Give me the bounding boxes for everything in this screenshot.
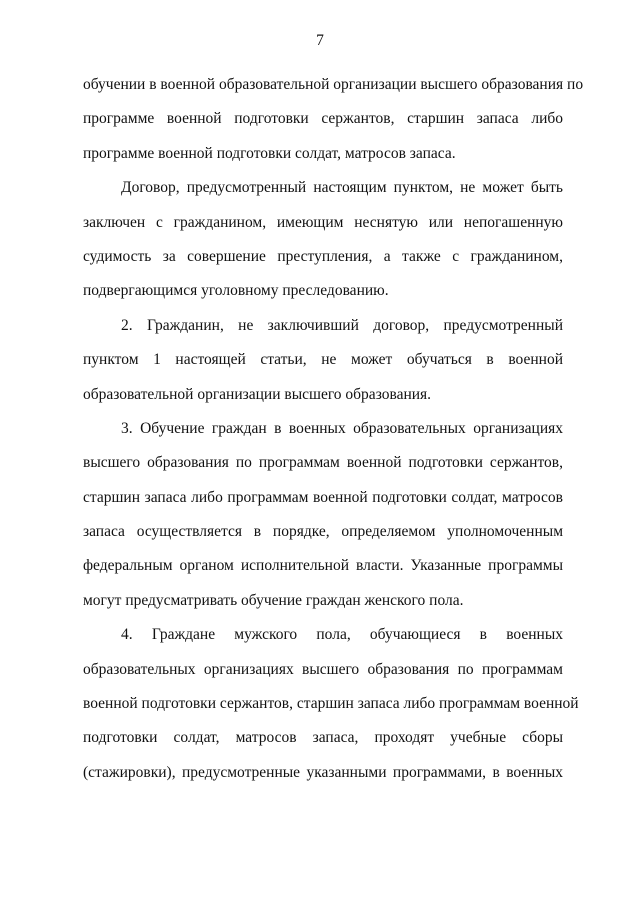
text-line: заключен с гражданином, имеющим неснятую или непогашенную xyxy=(83,213,563,231)
text-line: запаса осуществляется в порядке, определяемом уполномоченным xyxy=(83,523,563,541)
text-line: (стажировки), предусмотренные указанными программами, в военных xyxy=(83,763,563,781)
text-line: старшин запаса либо программам военной подготовки солдат, матросов xyxy=(83,488,563,506)
text-line: могут предусматривать обучение граждан женского пола. xyxy=(83,591,464,609)
paragraph-5 xyxy=(83,618,579,790)
text-line: высшего образования по программам военной подготовки сержантов, xyxy=(83,454,563,472)
text-line: образовательной организации высшего образования. xyxy=(83,385,432,403)
text-line: 2. Гражданин, не заключивший договор, предусмотренный xyxy=(121,316,563,334)
document-body xyxy=(83,68,584,790)
text-line: 3. Обучение граждан в военных образовательных организациях xyxy=(121,419,563,437)
paragraph-1 xyxy=(83,68,584,171)
text-line: пунктом 1 настоящей статьи, не может обучаться в военной xyxy=(83,351,563,369)
text-line: Договор, предусмотренный настоящим пунктом, не может быть xyxy=(121,179,563,197)
text-line: программе военной подготовки солдат, матросов запаса. xyxy=(83,144,456,162)
text-line: судимость за совершение преступления, а также с гражданином, xyxy=(83,247,563,265)
text-line: 4. Граждане мужского пола, обучающиеся в военных xyxy=(121,626,563,644)
text-line: федеральным органом исполнительной власти. Указанные программы xyxy=(83,557,563,575)
text-line: программе военной подготовки сержантов, старшин запаса либо xyxy=(83,110,563,128)
text-line: подвергающимся уголовному преследованию. xyxy=(83,282,389,300)
page-number: 7 xyxy=(316,32,324,49)
text-line: образовательных организациях высшего образования по программам xyxy=(83,660,563,678)
text-line: подготовки солдат, матросов запаса, проходят учебные сборы xyxy=(83,729,563,747)
paragraph-4 xyxy=(83,412,563,618)
text-line: военной подготовки сержантов, старшин запаса либо программам военной xyxy=(83,695,579,713)
text-line: обучении в военной образовательной организации высшего образования по xyxy=(83,76,584,93)
paragraph-2 xyxy=(83,171,563,309)
paragraph-3 xyxy=(83,309,563,412)
